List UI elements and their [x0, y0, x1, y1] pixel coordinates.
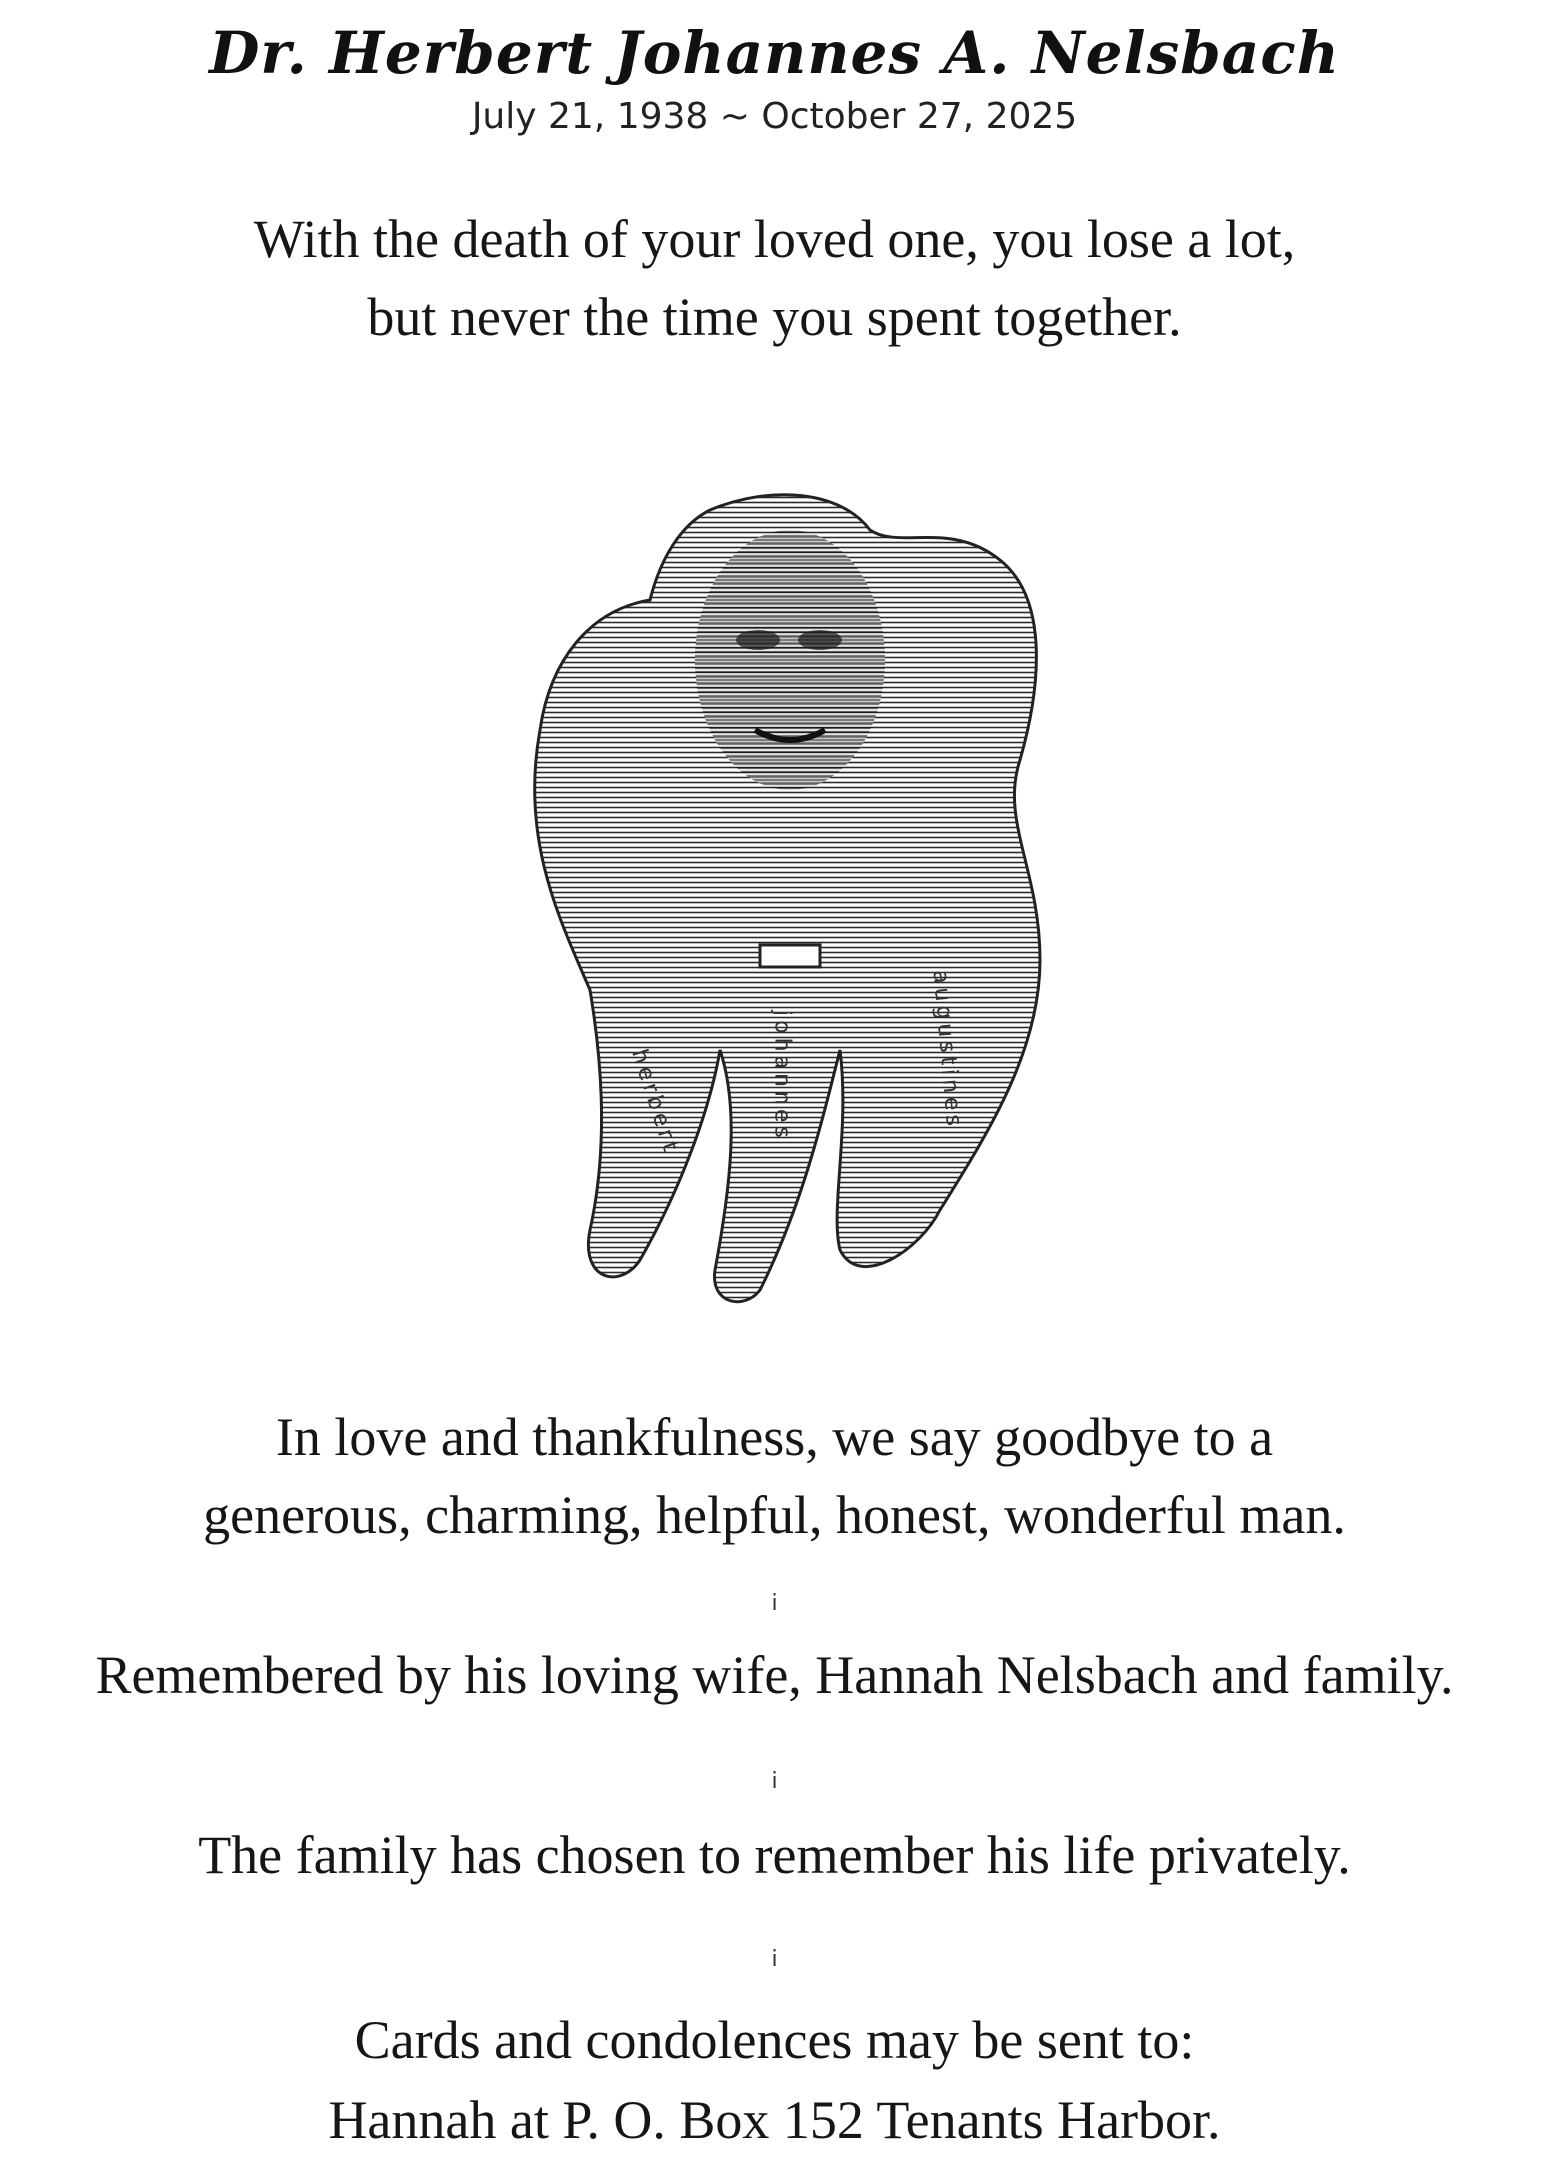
separator-3: i [771, 1947, 778, 1972]
privacy-line: The family has chosen to remember his life privately. [198, 1825, 1351, 1885]
bow-tie [760, 945, 820, 967]
quote-line-1: With the death of your loved one, you lose a lot, [253, 209, 1296, 269]
face-shading [695, 530, 885, 790]
remembered-line: Remembered by his loving wife, Hannah Nelsbach and family. [95, 1645, 1454, 1705]
right-eye [798, 630, 842, 650]
root-name-augustines: augustines [927, 968, 967, 1131]
left-eye [736, 630, 780, 650]
contact-info [0, 2000, 1549, 2160]
memorial-quote [0, 200, 1549, 356]
separator-2: i [771, 1769, 778, 1794]
contact-line-1: Cards and condolences may be sent to: [354, 2010, 1195, 2070]
tribute-line-1: In love and thankfulness, we say goodbye to a [275, 1407, 1274, 1467]
tribute-line-2: generous, charming, helpful, honest, wonderful man. [203, 1485, 1346, 1545]
life-dates: July 21, 1938 ~ October 27, 2025 [471, 96, 1078, 137]
separator-1: i [771, 1591, 778, 1616]
tooth-portrait-icon [520, 490, 1060, 1310]
deceased-name: Dr. Herbert Johannes A. Nelsbach [209, 19, 1340, 87]
quote-line-2: but never the time you spent together. [367, 287, 1182, 347]
contact-line-2: Hannah at P. O. Box 152 Tenants Harbor. [328, 2090, 1221, 2150]
root-name-herbert: herbert [626, 1046, 684, 1159]
tribute-text [0, 1398, 1549, 1554]
root-name-johannes: johannes [769, 1010, 795, 1142]
